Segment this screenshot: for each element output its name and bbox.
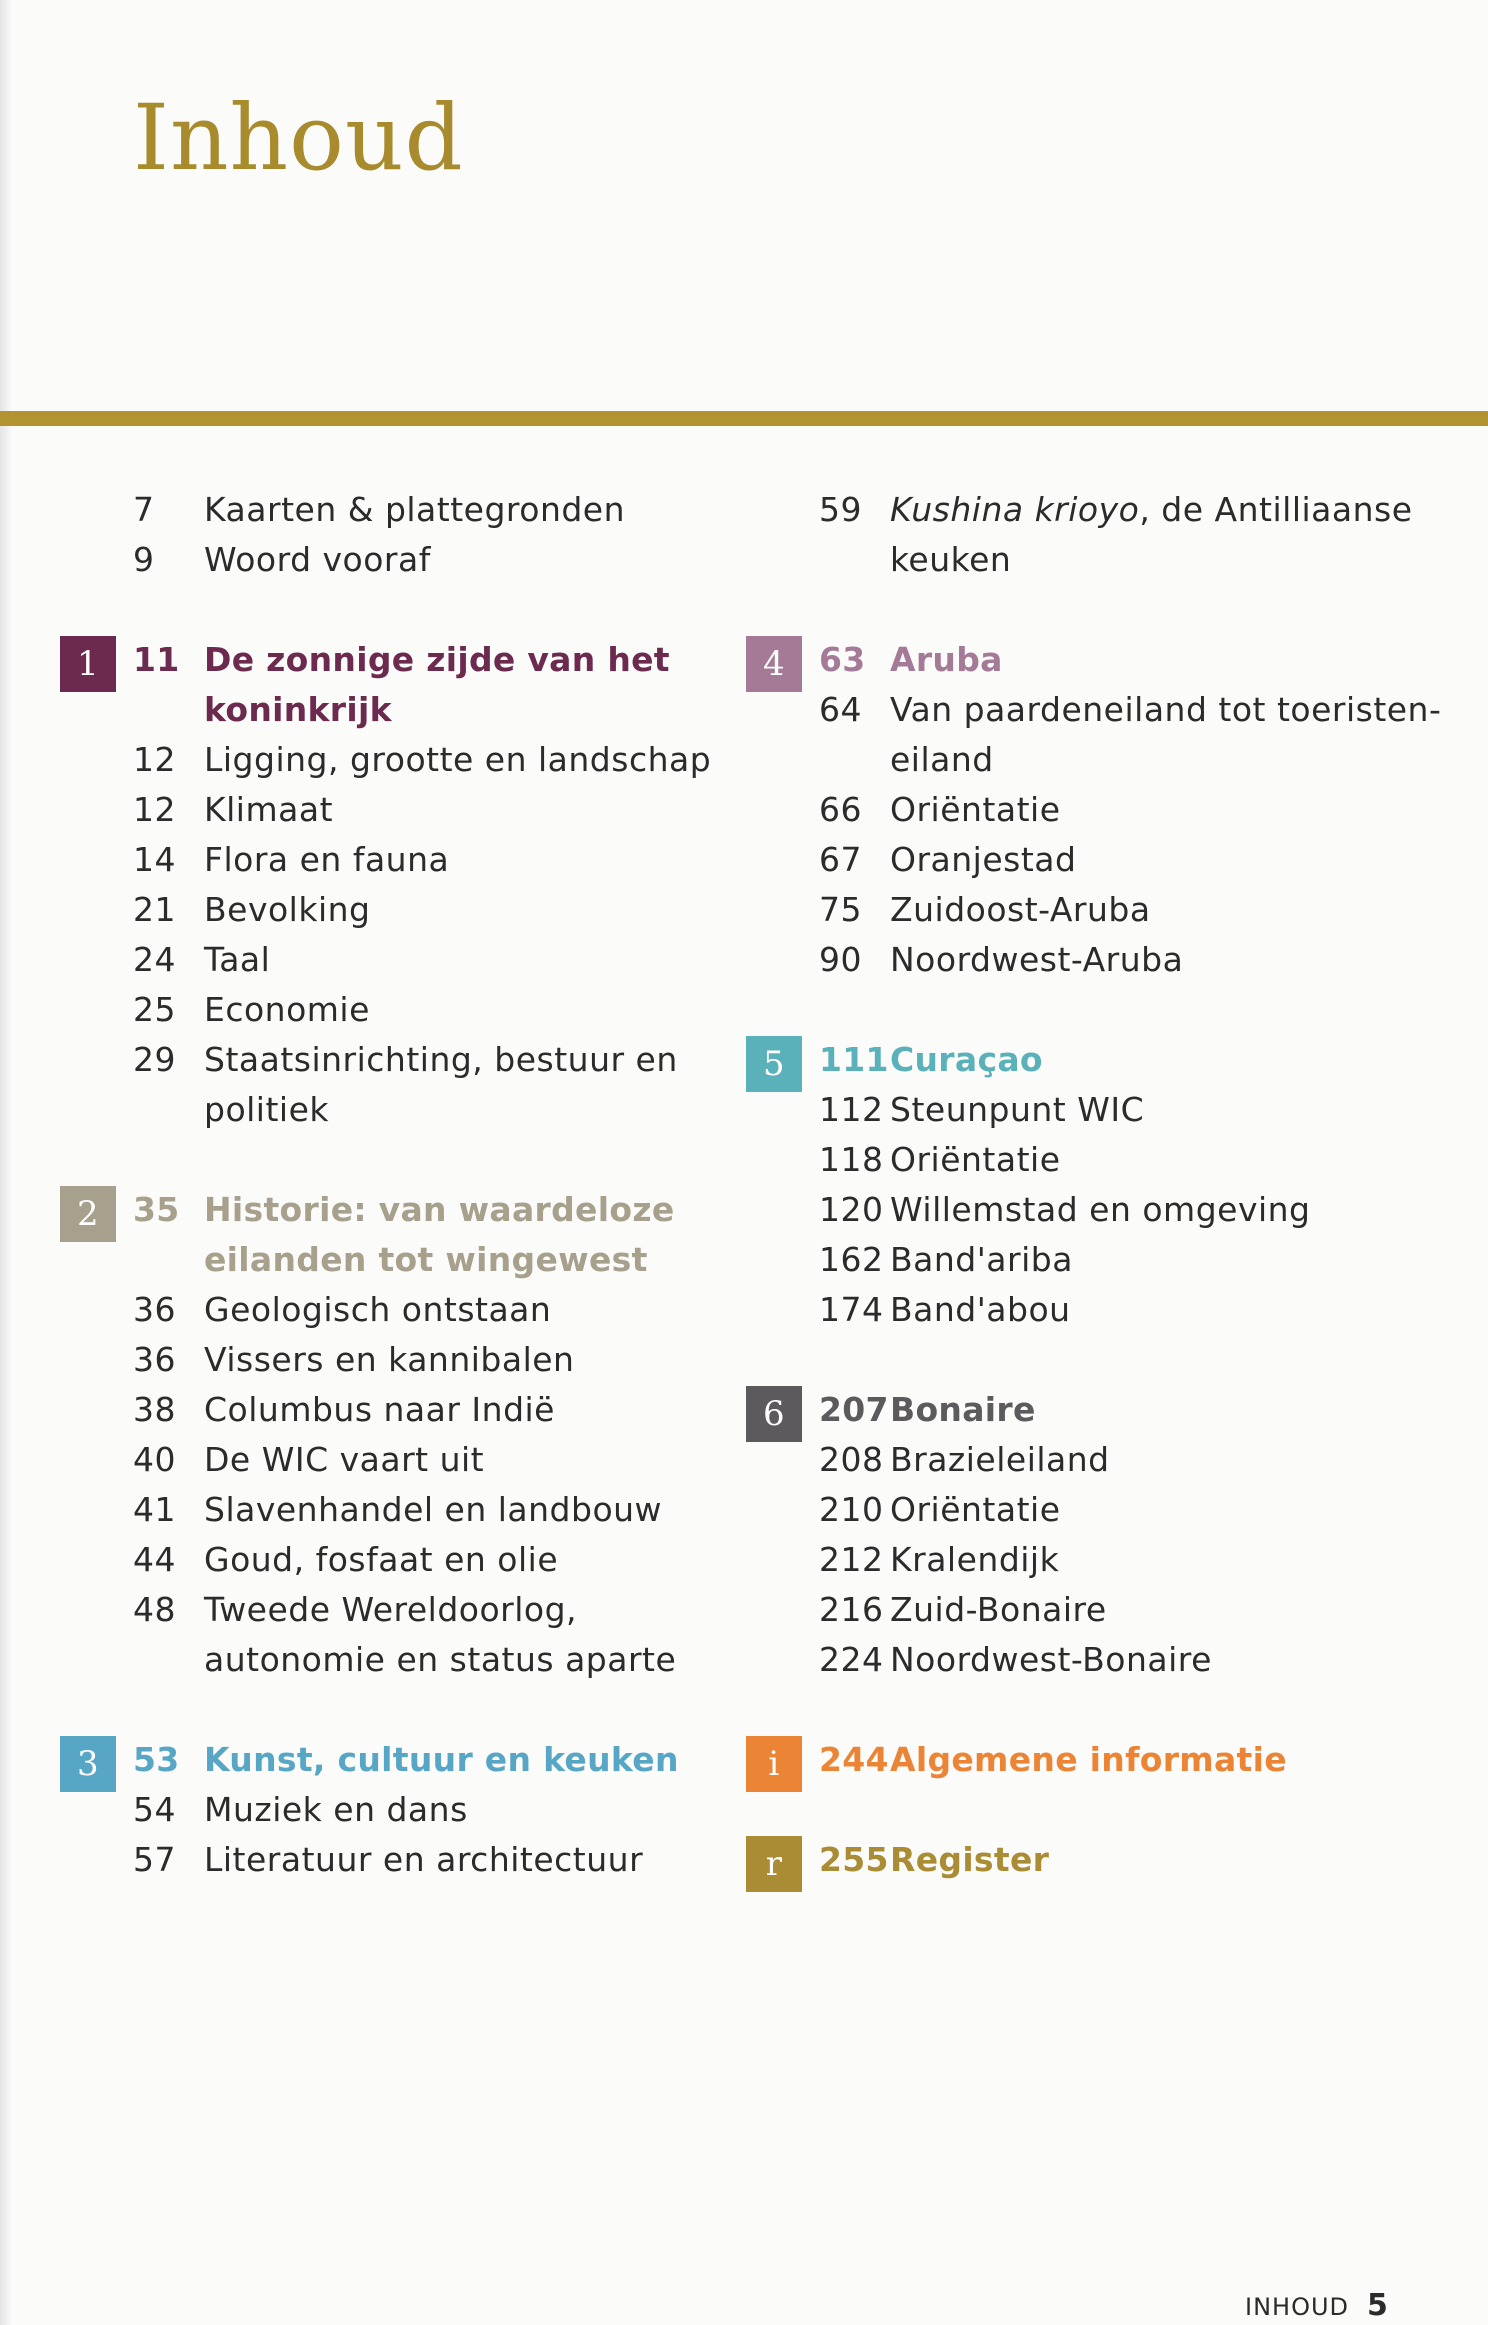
toc-entry-title: Willemstad en omgeving	[890, 1190, 1311, 1229]
toc-entry[interactable]	[60, 1585, 740, 1685]
chapter-badge-6: 6	[746, 1386, 802, 1442]
chapter-badge-3: 3	[60, 1736, 116, 1792]
toc-page-number: 162	[819, 1240, 884, 1279]
toc-entry[interactable]	[60, 1535, 740, 1585]
footer-label: INHOUD	[1245, 2293, 1350, 2321]
toc-page-number: 48	[133, 1590, 176, 1629]
toc-entry-title: Oriëntatie	[890, 790, 1061, 829]
toc-entry[interactable]	[60, 485, 740, 535]
toc-entry[interactable]	[60, 935, 740, 985]
toc-page-number: 44	[133, 1540, 176, 1579]
toc-entry-title: Noordwest-Bonaire	[890, 1640, 1212, 1679]
toc-entry-title: Staatsinrichting, bestuur en politiek	[204, 1040, 678, 1129]
toc-page-number: 216	[819, 1590, 884, 1629]
toc-entry-title: Zuidoost-Aruba	[890, 890, 1151, 929]
toc-page-number: 64	[819, 690, 862, 729]
toc-entry[interactable]	[60, 985, 740, 1035]
toc-right-column	[746, 485, 1466, 1885]
toc-entry-title: Economie	[204, 990, 370, 1029]
toc-entry-title: Band'ariba	[890, 1240, 1073, 1279]
toc-entry[interactable]	[60, 1335, 740, 1385]
toc-entry-title: Bevolking	[204, 890, 371, 929]
title-rule	[0, 411, 1488, 426]
toc-page-number: 9	[133, 540, 155, 579]
toc-entry[interactable]	[746, 785, 1466, 835]
toc-entry[interactable]	[60, 1035, 740, 1135]
toc-entry-title: Muziek en dans	[204, 1790, 468, 1829]
toc-entry[interactable]	[60, 1435, 740, 1485]
toc-entry-title: Kralendijk	[890, 1540, 1060, 1579]
toc-page-number: 21	[133, 890, 176, 929]
page-footer	[1245, 2288, 1389, 2323]
toc-page-number: 7	[133, 490, 155, 529]
toc-entry[interactable]	[746, 885, 1466, 935]
toc-entry[interactable]	[746, 835, 1466, 885]
toc-page-number: 12	[133, 740, 176, 779]
chapter-heading-4[interactable]	[746, 635, 1466, 685]
toc-entry-title: Oriëntatie	[890, 1490, 1061, 1529]
toc-entry[interactable]	[746, 1185, 1466, 1235]
toc-page-number: 212	[819, 1540, 884, 1579]
chapter-heading-6[interactable]	[746, 1385, 1466, 1435]
toc-page-number: 25	[133, 990, 176, 1029]
chapter-page-number: 11	[133, 640, 180, 679]
toc-entry-title: Noordwest-Aruba	[890, 940, 1184, 979]
toc-entry-title: Geologisch ontstaan	[204, 1290, 552, 1329]
chapter-page-number: 111	[819, 1040, 889, 1079]
toc-entry[interactable]	[746, 1135, 1466, 1185]
chapter-title: Aruba	[890, 640, 1003, 679]
toc-entry-title: Steunpunt WIC	[890, 1090, 1145, 1129]
toc-page-number: 24	[133, 940, 176, 979]
toc-entry[interactable]	[746, 1635, 1466, 1685]
toc-page-number: 36	[133, 1340, 176, 1379]
chapter-badge-register: r	[746, 1836, 802, 1892]
toc-page-number: 40	[133, 1440, 176, 1479]
toc-entry-title: Oriëntatie	[890, 1140, 1061, 1179]
toc-entry[interactable]	[60, 885, 740, 935]
toc-page-number: 14	[133, 840, 176, 879]
toc-entry-title	[890, 485, 1466, 585]
chapter-title: Kunst, cultuur en keuken	[204, 1740, 679, 1779]
chapter-title: Register	[890, 1840, 1050, 1879]
chapter-heading-2[interactable]	[60, 1185, 740, 1285]
toc-entry[interactable]	[60, 785, 740, 835]
toc-entry[interactable]	[60, 1485, 740, 1535]
toc-entry-title: Literatuur en architectuur	[204, 1840, 644, 1879]
chapter-page-number: 63	[819, 640, 866, 679]
toc-entry-title: Columbus naar Indië	[204, 1390, 555, 1429]
toc-page-number: 41	[133, 1490, 176, 1529]
toc-entry[interactable]	[60, 835, 740, 885]
toc-page-number: 174	[819, 1290, 884, 1329]
chapter-title: Algemene informatie	[890, 1740, 1287, 1779]
toc-entry[interactable]	[60, 1785, 740, 1835]
toc-page-number: 112	[819, 1090, 884, 1129]
toc-page-number: 118	[819, 1140, 884, 1179]
toc-page-number: 224	[819, 1640, 884, 1679]
toc-page-number: 90	[819, 940, 862, 979]
toc-entry-title: Brazieleiland	[890, 1440, 1110, 1479]
toc-page-number: 66	[819, 790, 862, 829]
chapter-page-number: 244	[819, 1740, 889, 1779]
chapter-heading-register[interactable]	[746, 1835, 1466, 1885]
chapter-page-number: 255	[819, 1840, 889, 1879]
toc-page-number: 120	[819, 1190, 884, 1229]
chapter-badge-4: 4	[746, 636, 802, 692]
toc-entry[interactable]	[746, 1585, 1466, 1635]
chapter-page-number: 35	[133, 1190, 180, 1229]
toc-entry-title: Flora en fauna	[204, 840, 450, 879]
toc-entry[interactable]	[60, 535, 740, 585]
toc-entry[interactable]	[746, 1285, 1466, 1335]
chapter-page-number: 207	[819, 1390, 889, 1429]
chapter-badge-info: i	[746, 1736, 802, 1792]
toc-entry-title: Ligging, grootte en landschap	[204, 740, 712, 779]
footer-page-number: 5	[1367, 2288, 1389, 2323]
toc-entry-title: Kaarten & plattegronden	[204, 490, 626, 529]
toc-entry-title: Vissers en kannibalen	[204, 1340, 575, 1379]
toc-page-number: 12	[133, 790, 176, 829]
toc-entry-title-italic: Kushina krioyo	[890, 490, 1140, 529]
page-title: Inhoud	[133, 86, 464, 191]
toc-entry-title: Goud, fosfaat en olie	[204, 1540, 559, 1579]
chapter-badge-1: 1	[60, 636, 116, 692]
toc-entry-title: Van paardeneiland tot toeristen-eiland	[890, 690, 1442, 779]
chapter-title: Curaçao	[890, 1040, 1043, 1079]
toc-page-number: 210	[819, 1490, 884, 1529]
toc-entry[interactable]	[60, 1835, 740, 1885]
toc-left-column	[60, 485, 740, 1885]
toc-entry[interactable]	[746, 1485, 1466, 1535]
toc-page-number: 57	[133, 1840, 176, 1879]
chapter-heading-5[interactable]	[746, 1035, 1466, 1085]
toc-entry[interactable]	[746, 1235, 1466, 1285]
toc-page-number: 38	[133, 1390, 176, 1429]
chapter-page-number: 53	[133, 1740, 180, 1779]
toc-entry-title-rest: , de Antilliaanse keuken	[890, 490, 1413, 579]
chapter-title: Bonaire	[890, 1390, 1036, 1429]
toc-entry-title: Band'abou	[890, 1290, 1071, 1329]
toc-page-number: 36	[133, 1290, 176, 1329]
toc-entry-title: Slavenhandel en landbouw	[204, 1490, 663, 1529]
toc-entry[interactable]	[746, 935, 1466, 985]
toc-entry-title: Oranjestad	[890, 840, 1077, 879]
chapter-badge-5: 5	[746, 1036, 802, 1092]
toc-entry[interactable]	[60, 1385, 740, 1435]
toc-page-number: 75	[819, 890, 862, 929]
toc-page-number: 29	[133, 1040, 176, 1079]
toc-entry[interactable]	[746, 1085, 1466, 1135]
chapter-heading-3[interactable]	[60, 1735, 740, 1785]
chapter-badge-2: 2	[60, 1186, 116, 1242]
chapter-heading-info[interactable]	[746, 1735, 1466, 1785]
toc-entry[interactable]	[60, 1285, 740, 1335]
toc-page-number: 54	[133, 1790, 176, 1829]
toc-entry[interactable]	[60, 735, 740, 785]
chapter-title: De zonnige zijde van het koninkrijk	[204, 640, 670, 729]
toc-page-number: 208	[819, 1440, 884, 1479]
toc-entry[interactable]	[746, 485, 1466, 585]
toc-page-number: 67	[819, 840, 862, 879]
toc-entry-title: Klimaat	[204, 790, 334, 829]
toc-entry-title: Tweede Wereldoorlog, autonomie en status aparte	[204, 1590, 677, 1679]
chapter-title: Historie: van waardeloze eilanden tot wingewest	[204, 1190, 675, 1279]
toc-entry[interactable]	[746, 685, 1466, 785]
toc-entry-title: Woord vooraf	[204, 540, 431, 579]
toc-page-number: 59	[819, 490, 862, 529]
toc-entry[interactable]	[746, 1535, 1466, 1585]
toc-entry-title: Taal	[204, 940, 271, 979]
chapter-heading-1[interactable]	[60, 635, 740, 735]
toc-entry-title: Zuid-Bonaire	[890, 1590, 1107, 1629]
toc-entry-title: De WIC vaart uit	[204, 1440, 485, 1479]
toc-entry[interactable]	[746, 1435, 1466, 1485]
page-edge-shadow	[0, 0, 12, 2325]
